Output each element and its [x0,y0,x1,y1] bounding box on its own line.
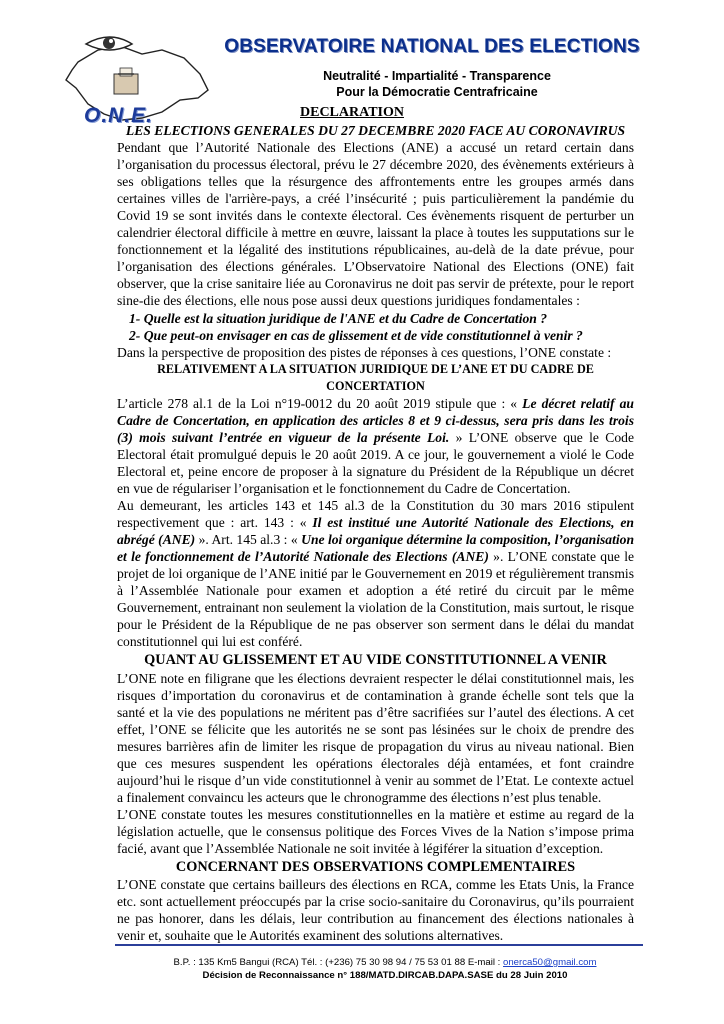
footer-divider [115,944,643,946]
quote-text: Le décret relatif au Cadre de Concertation, en application des articles 8 et 9 ci-dessus, sera pris dans les trois (3) mois suivant l’entrée en vigueur de la présente Loi. [117,395,634,445]
paragraph: L’ONE note en filigrane que les élections devraient respecter le délai constitutionnel mais, les risques d’importation du coronavirus et de contamination à grande échelle sont tels que la santé et la vie des populations ne méritent pas d’être sacrifiées sur l’autel des élections. A cet effet, l’ONE se félicite que les autorités ne se sont pas lésinées sur le choix de prendre des mesures barrières afin de limiter les risque de propagation du virus au niveau national. Bien que ces mesures suspendent les opérations électorales déjà entamées, et font craindre aujourd’hui le risque d’un vide constitutionnel à venir au sommet de l’Etat. Le contexte actuel a finalement convaincu les acteurs que le chronogramme des élections n’est plus tenable. [117,670,634,805]
motto-line: Pour la Démocratie Centrafricaine [336,85,538,99]
declaration-heading: DECLARATION [300,105,404,120]
document-title: LES ELECTIONS GENERALES DU 27 DECEMBRE 2020 FACE AU CORONAVIRUS [125,123,626,138]
section-heading: RELATIVEMENT A LA SITUATION JURIDIQUE DE L’ANE ET DU CADRE DE CONCERTATION [157,361,594,393]
question-item: 2- Que peut-on envisager en cas de glissement et de vide constitutionnel à venir ? [129,327,583,343]
paragraph: L’ONE constate toutes les mesures constitutionnelles en la matière et estime au regard de la législation actuelle, que le consensus politique des Forces Vives de la Nation s’impose prima facié, avant que l’Assemblée Nationale ne soit invitée à légiférer la situation d’exception. [117,806,634,856]
footer-contact [100,957,670,968]
quote-text: Une loi organique détermine la composition, l’organisation et le fonctionnement de l’Autorité Nationale des Elections (ANE) [117,532,635,565]
paragraph [117,395,634,497]
motto-line: Neutralité - Impartialité - Transparence [323,69,551,83]
paragraph [117,497,634,650]
question-item: 1- Quelle est la situation juridique de l'ANE et du Cadre de Concertation ? [129,310,548,326]
motto [262,68,612,100]
text-run: » L’ONE observe que le Code Electoral était promulgué depuis le 20 août 2019. A ce jour, le gouvernement a violé le Code Electoral et, peine encore de proposer à la signature du Président de la République un décret en vue de régulariser l’organisation et le fonctionnement du Cadre de Concertation. [117,429,634,496]
contact-text: B.P. : 135 Km5 Bangui (RCA) Tél. : (+236) 75 30 98 94 / 75 53 01 88 E-mail : [173,957,504,968]
paragraph: L’ONE constate que certains bailleurs des élections en RCA, comme les Etats Unis, la France etc. sont actuellement préoccupés par la crise socio-sanitaire du Coronavirus, qu’ils pourraient ne pas honorer, dans les délais, leur contribution au financement des élections nationales à venir et, souhaite que le Autorités examinent des solutions alternatives. [117,877,634,944]
perspective-paragraph: Dans la perspective de proposition des pistes de réponses à ces questions, l’ONE constate : [117,344,612,360]
text-run: Au demeurant, les articles 143 et 145 al.3 de la Constitution du 30 mars 2016 stipulent respectivement que : art. 143 : « [117,498,634,531]
intro-paragraph: Pendant que l’Autorité Nationale des Elections (ANE) a accusé un retard certain dans l’organisation du processus électoral, prévu le 27 décembre 2020, des évènements extérieurs à ses obligations telles que la résurgence des affrontements entre les groupes armés dans certaines villes de l'arrière-pays, a créé l’insécurité ; puis particulièrement la pandémie du Covid 19 se sont invités dans le contexte électoral. Ces évènements risquent de perturber un calendrier électoral difficile à mettre en œuvre, laissant la place à toutes les supputations sur le fonctionnement et la légalité des institutions républicaines, au-delà de la date prévue, pour l’organisation des élections générales. L’Observatoire National des Elections (ONE) fait observer, que la crise sanitaire liée au Coronavirus ne doit pas servir de prétexte, pour le report sine-die des élections, elle nous pose aussi deux questions juridiques fondamentales : [117,140,634,309]
org-title: OBSERVATOIRE NATIONAL DES ELECTIONS [224,36,640,57]
section-heading: QUANT AU GLISSEMENT ET AU VIDE CONSTITUTIONNEL A VENIR [144,652,607,669]
document-body [117,122,634,944]
section-heading: CONCERNANT DES OBSERVATIONS COMPLEMENTAIRES [175,859,576,876]
email-link[interactable]: onerca50@gmail.com [503,957,597,968]
quote-text: Il est institué une Autorité Nationale des Elections, en abrégé (ANE) [117,515,634,548]
footer-recognition: Décision de Reconnaissance n° 188/MATD.DIRCAB.DAPA.SASE du 28 Juin 2010 [202,970,568,981]
text-run: L’article 278 al.1 de la Loi n°19-0012 du 20 août 2019 stipule que : « [117,395,523,411]
text-run: ». Art. 145 al.3 : « [195,532,302,548]
text-run: ». L’ONE constate que le projet de loi organique de l’ANE initié par le Gouvernement en 2019 et régulièrement transmis à l’Assemblée Nationale pour examen et adoption a été retiré du circuit par le même Gouvernement, entrainant non seulement la violation de la Constitution, mais surtout, le risque pour le Président de la République de ne pas observer son serment dans le délai du mandat constitutionnel qui lui est conféré. [117,549,634,650]
logo-label: O.N.E. [84,104,154,127]
